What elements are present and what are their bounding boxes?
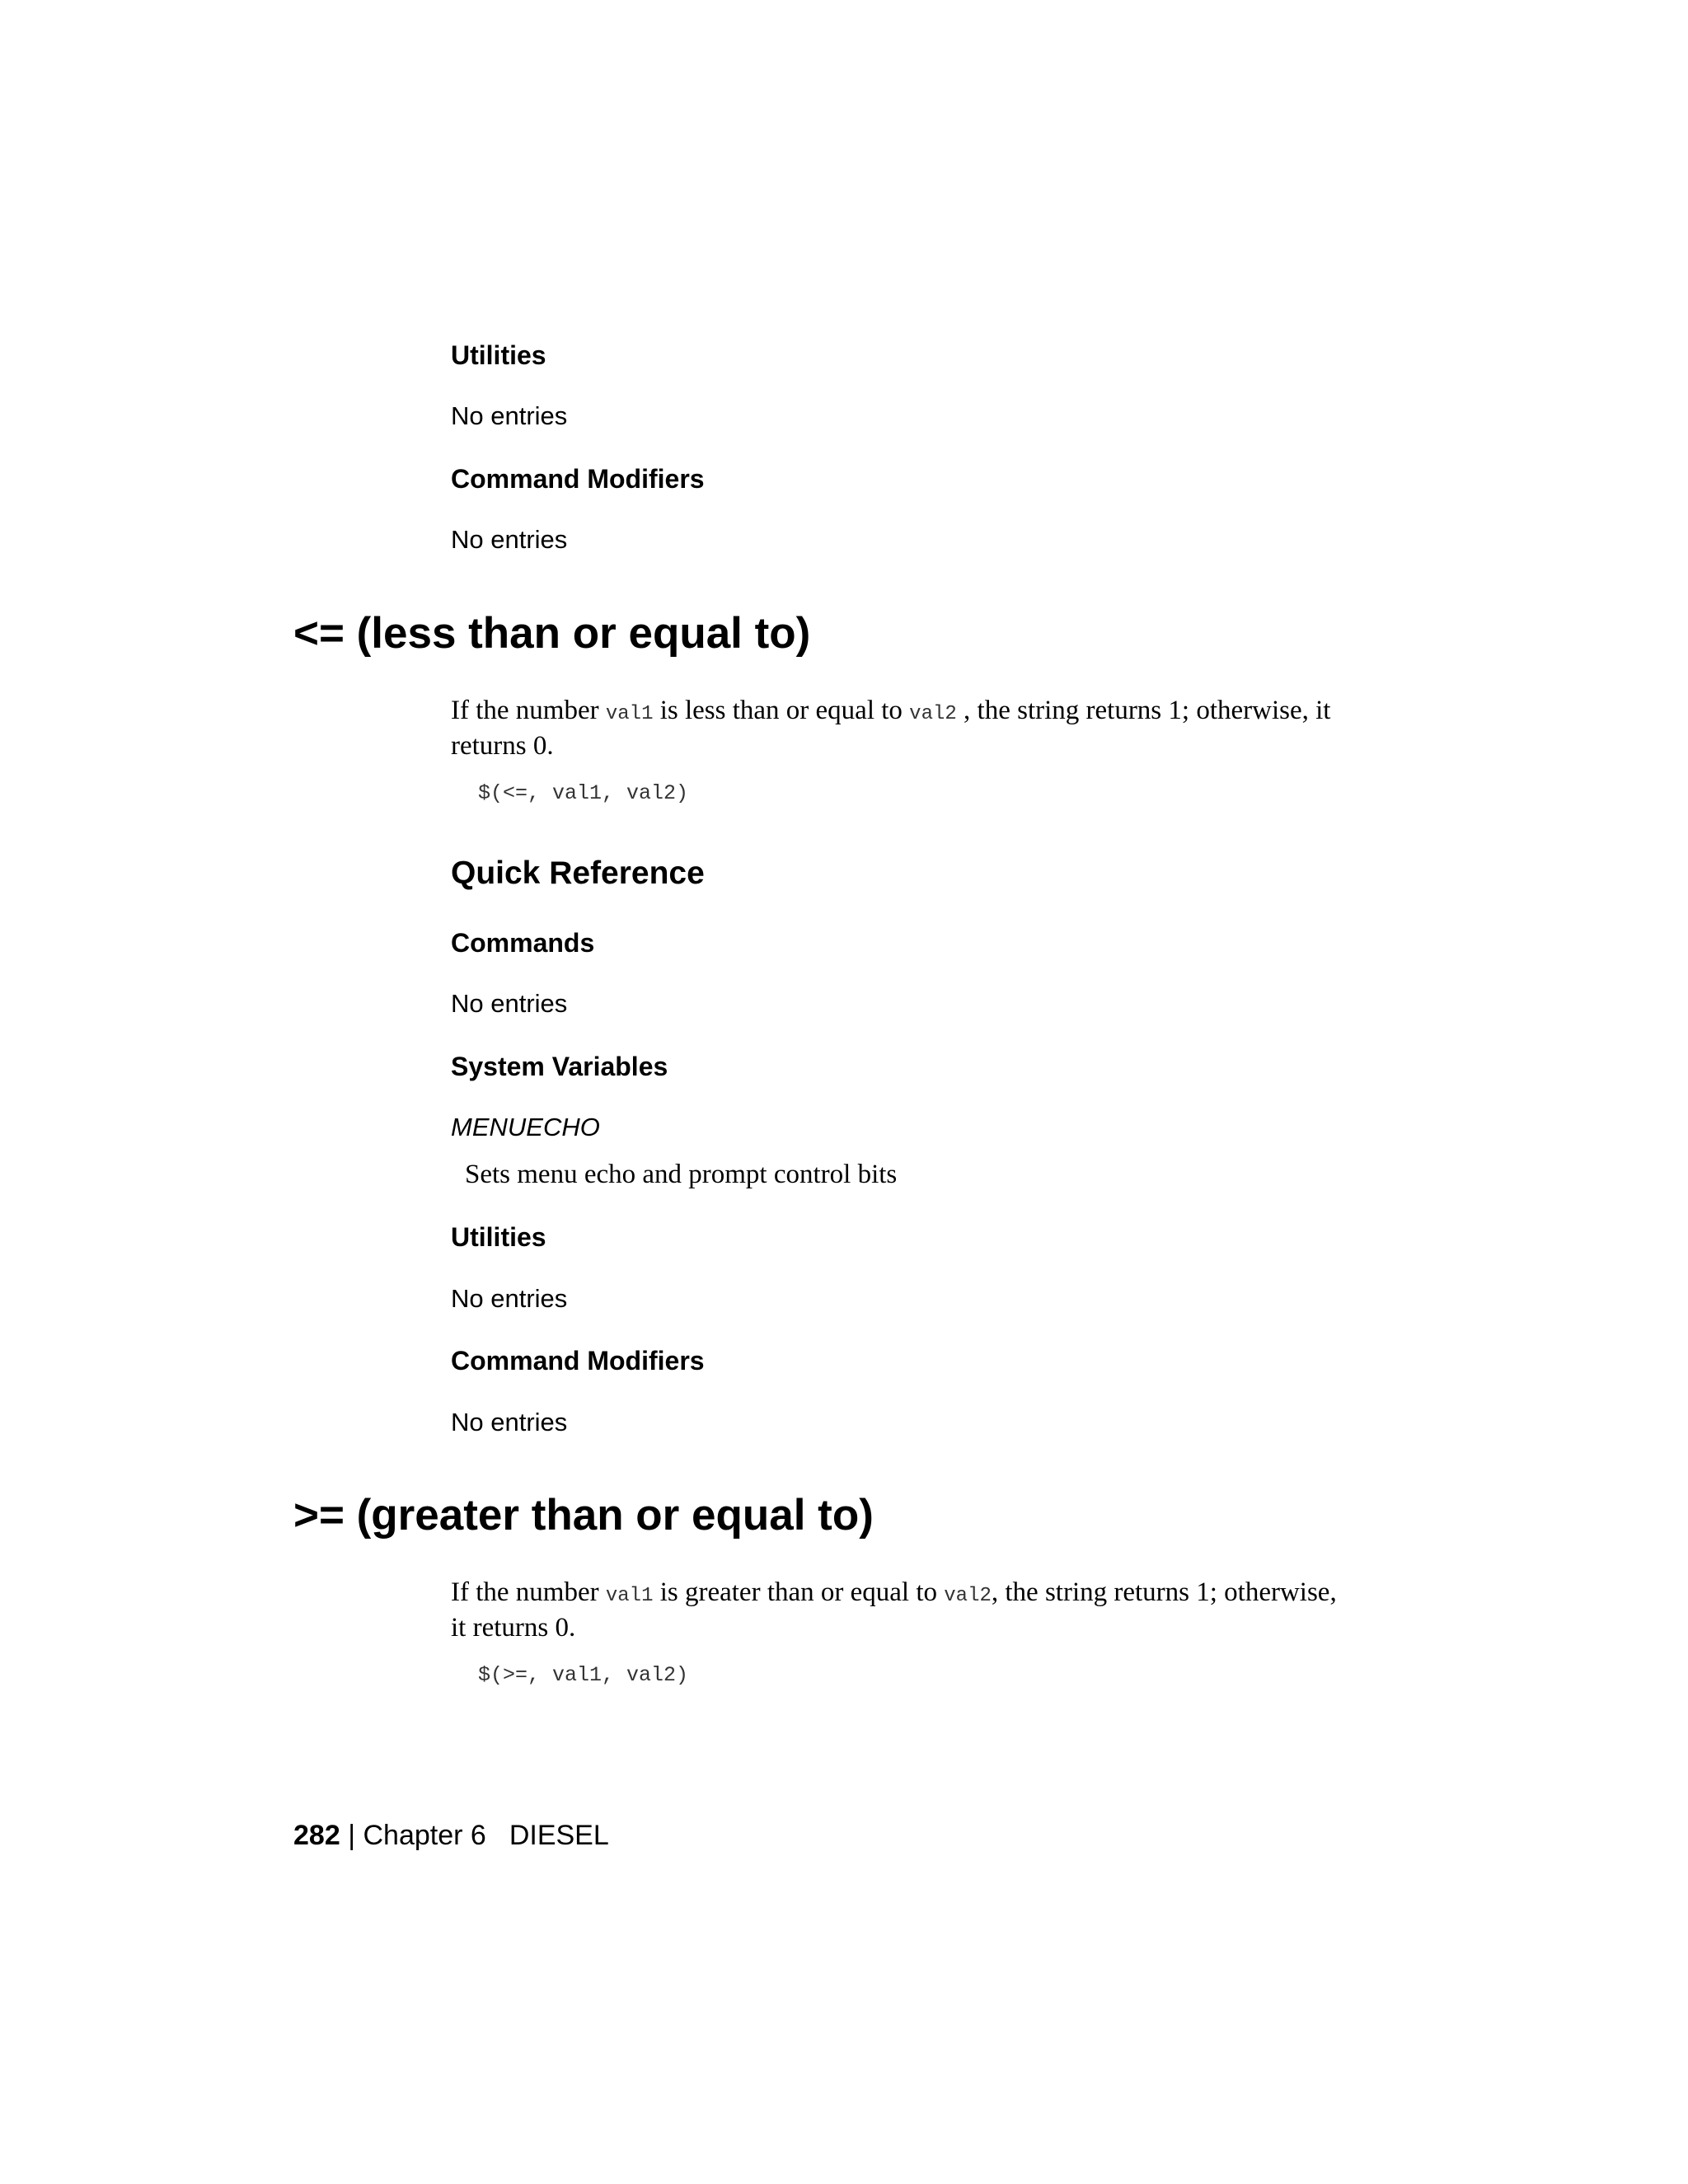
footer-separator: | <box>348 1820 356 1851</box>
description-text: is less than or equal to <box>653 696 910 725</box>
description-code: val2 <box>944 1585 992 1607</box>
description-code: val2 <box>909 703 957 725</box>
page-number: 282 <box>293 1820 340 1851</box>
description-text: If the number <box>451 696 606 725</box>
system-variable-name: MENUECHO <box>451 1113 600 1141</box>
description-code: val1 <box>605 703 654 725</box>
less-equal-syntax: $(<=, val1, val2) <box>478 781 689 805</box>
utilities-text: No entries <box>451 1284 568 1313</box>
quick-reference-heading: Quick Reference <box>451 855 705 891</box>
page-footer <box>293 1820 609 1852</box>
commands-text: No entries <box>451 989 568 1018</box>
system-variables-heading: System Variables <box>451 1052 668 1081</box>
description-code: val1 <box>605 1585 654 1607</box>
description-text: is greater than or equal to <box>653 1577 945 1607</box>
command-modifiers-text: No entries <box>451 1408 568 1436</box>
greater-equal-syntax: $(>=, val1, val2) <box>478 1663 689 1687</box>
greater-equal-description <box>451 1577 1341 1644</box>
commands-heading: Commands <box>451 928 595 958</box>
greater-equal-heading: >= (greater than or equal to) <box>293 1491 874 1540</box>
utilities-text: No entries <box>451 401 568 430</box>
system-variable-description: Sets menu echo and prompt control bits <box>465 1160 898 1189</box>
chapter-name: DIESEL <box>509 1820 609 1851</box>
less-equal-heading: <= (less than or equal to) <box>293 609 811 658</box>
command-modifiers-heading: Command Modifiers <box>451 1346 705 1376</box>
description-text: If the number <box>451 1577 606 1607</box>
utilities-heading: Utilities <box>451 1222 546 1252</box>
command-modifiers-heading: Command Modifiers <box>451 464 705 494</box>
less-equal-description <box>451 695 1341 762</box>
utilities-heading: Utilities <box>451 340 546 370</box>
chapter-label: Chapter 6 <box>363 1820 486 1851</box>
command-modifiers-text: No entries <box>451 525 568 554</box>
description-text: , the string returns 1; otherwise, it returns 0. <box>451 696 1331 761</box>
description-text: , the string returns 1; otherwise, it returns 0. <box>451 1577 1337 1643</box>
